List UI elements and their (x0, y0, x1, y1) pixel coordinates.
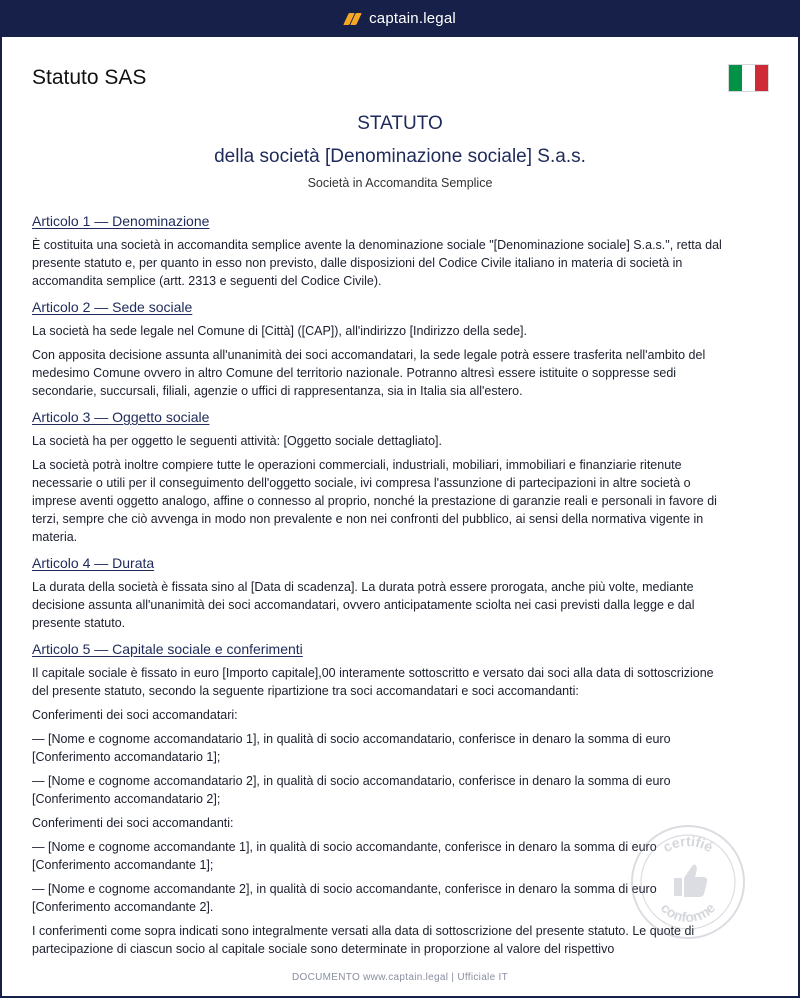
statute-heading: STATUTO (357, 113, 443, 134)
article-paragraph: La durata della società è fissata sino al [Data di scadenza]. La durata potrà essere prorogata, anche più volte, mediante decisione assunta all'unanimità dei soci accomandatari, ovvero anticipatamente sciolta nei casi previsti dalla legge e dal presente statuto. (32, 580, 695, 630)
article-title: Articolo 4 — Durata (32, 555, 155, 571)
svg-text:certifié (660, 833, 716, 855)
flag-red-stripe (755, 65, 768, 91)
certified-stamp (628, 822, 748, 942)
flag-green-stripe (729, 65, 742, 91)
article-paragraph: La società potrà inoltre compiere tutte le operazioni commerciali, industriali, mobiliari, immobiliari e finanziarie ritenute necessarie o utili per il conseguimento dell'oggetto sociale, ivi compresa l'assunzione di partecipazioni in altre società o imprese aventi oggetto analogo, affine o connesso al proprio, nonché la prestazione di garanzie reali e personali in favore di terzi, sempre che ciò avvenga in modo non prevalente e non nei confronti del pubblico, ai sensi della normativa vigente in materia. (32, 458, 717, 544)
thumbs-up-icon (674, 865, 707, 897)
article-paragraph: Conferimenti dei soci accomandanti: (32, 816, 234, 830)
svg-text:conforme (658, 899, 719, 925)
stamp-text-bottom: conforme (657, 899, 719, 926)
document-body (32, 212, 732, 956)
stamp-text-top: certifié (660, 832, 716, 856)
article-paragraph: Con apposita decisione assunta all'unanimità dei soci accomandatari, la sede legale potrà essere trasferita nell'ambito del medesimo Comune ovvero in altro Comune del territorio nazionale. Potranno altresì essere istituite o soppresse sedi secondarie, succursali, filiali, agenzie o uffici di rappresentanza, sia in Italia sia all'estero. (32, 348, 706, 398)
article-paragraph: I conferimenti come sopra indicati sono integralmente versati alla data di sottoscrizione del presente statuto. Le quote di partecipazione di ciascun socio al capitale sociale sono determinate in proporzione al valore del rispettivo (32, 924, 695, 956)
article-title: Articolo 3 — Oggetto sociale (32, 409, 210, 425)
italian-flag-icon (728, 64, 769, 92)
article-paragraph: La società ha sede legale nel Comune di [Città] ([CAP]), all'indirizzo [Indirizzo della sede]. (32, 324, 528, 338)
article-paragraph: Conferimenti dei soci accomandatari: (32, 708, 238, 722)
brand-name[interactable]: captain.legal (369, 10, 456, 27)
article-section (32, 298, 732, 400)
company-heading: della società [Denominazione sociale] S.a.s. (214, 146, 586, 167)
article-section (32, 640, 732, 958)
article-title: Articolo 1 — Denominazione (32, 213, 210, 229)
article-paragraph: La società ha per oggetto le seguenti attività: [Oggetto sociale dettagliato]. (32, 434, 442, 448)
top-bar (0, 0, 800, 37)
article-section (32, 554, 732, 632)
article-title: Articolo 2 — Sede sociale (32, 299, 193, 315)
article-section (32, 212, 732, 290)
brand-logo-icon (344, 13, 361, 25)
footer-text: DOCUMENTO www.captain.legal | Ufficiale IT (292, 972, 508, 983)
article-section (32, 408, 732, 546)
article-paragraph: — [Nome e cognome accomandante 2], in qualità di socio accomandante, conferisce in denaro la somma di euro [Conferimento accomandante 2]. (32, 882, 657, 914)
article-paragraph: — [Nome e cognome accomandatario 1], in qualità di socio accomandatario, conferisce in denaro la somma di euro [Conferimento accomandatario 1]; (32, 732, 671, 764)
article-paragraph: Il capitale sociale è fissato in euro [Importo capitale],00 interamente sottoscritto e versato dai soci alla data di sottoscrizione del presente statuto, secondo la seguente ripartizione tra soci accomandatari e soci accomandanti: (32, 666, 714, 698)
article-paragraph: — [Nome e cognome accomandante 1], in qualità di socio accomandante, conferisce in denaro la somma di euro [Conferimento accomandante 1]; (32, 840, 657, 872)
document-title: Statuto SAS (32, 66, 147, 89)
article-paragraph: — [Nome e cognome accomandatario 2], in qualità di socio accomandatario, conferisce in denaro la somma di euro [Conferimento accomandatario 2]; (32, 774, 671, 806)
article-paragraph: È costituita una società in accomandita semplice avente la denominazione sociale "[Denominazione sociale] S.a.s.", retta dal presente statuto e, per quanto in esso non previsto, dalle disposizioni del Codice Civile italiano in materia di società in accomandita semplice (artt. 2313 e seguenti del Codice Civile). (32, 238, 722, 288)
company-type: Società in Accomandita Semplice (307, 176, 493, 190)
article-title: Articolo 5 — Capitale sociale e conferimenti (32, 641, 303, 657)
flag-white-stripe (742, 65, 755, 91)
